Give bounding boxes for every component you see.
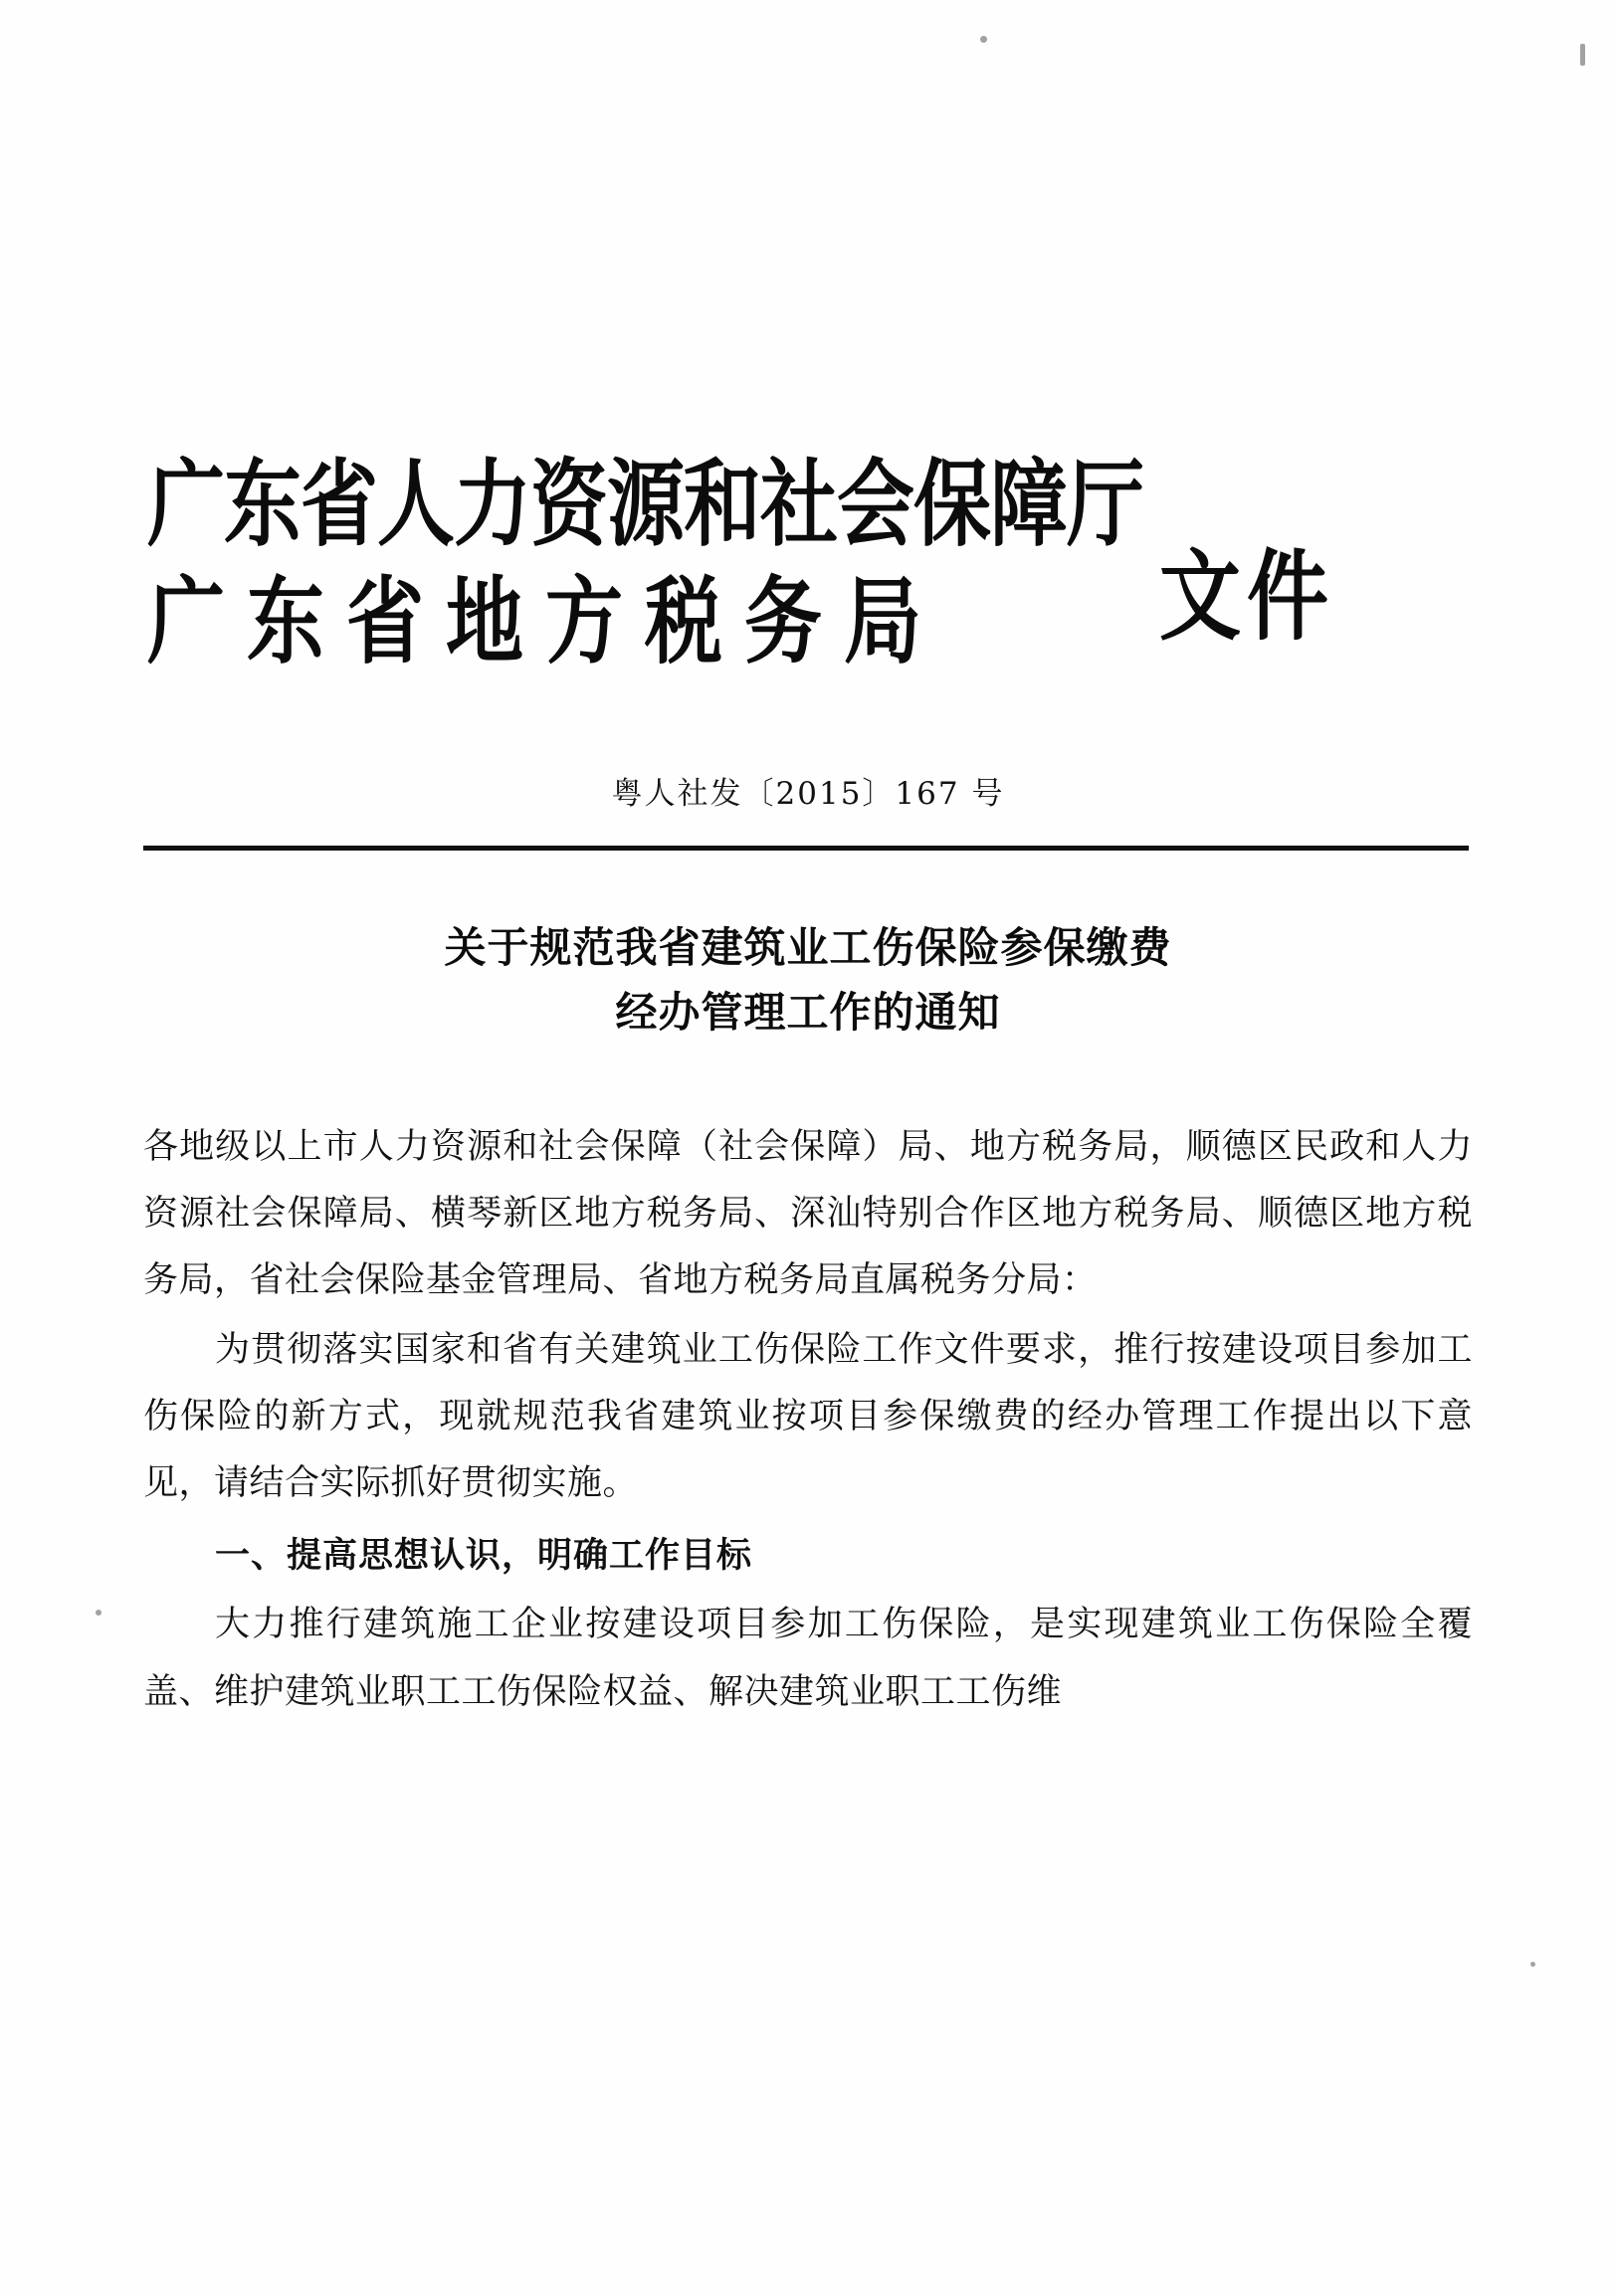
body-paragraph: 大力推行建筑施工企业按建设项目参加工伤保险，是实现建筑业工伤保险全覆盖、维护建筑业职工工伤保险权益、解决建筑业职工工伤维: [143, 1605, 1473, 1712]
document-title: [139, 915, 1477, 1045]
scan-speckle: [1580, 44, 1585, 66]
body-paragraph: 为贯彻落实国家和省有关建筑业工伤保险工作文件要求，推行按建设项目参加工伤保险的新方式，现就规范我省建筑业按项目参保缴费的经办管理工作提出以下意见，请结合实际抓好贯彻实施。: [143, 1329, 1473, 1503]
issuing-org-line-1: 广东省人力资源和社会保障厅: [147, 450, 1144, 560]
document-word-label: 文件: [1159, 540, 1335, 655]
document-sheet: [139, 60, 1477, 2238]
document-title-line-1: 关于规范我省建筑业工伤保险参保缴费: [444, 923, 1172, 972]
section-heading: 一、提高思想认识，明确工作目标: [215, 1536, 753, 1577]
document-number: 粤人社发〔2015〕167 号: [611, 776, 1005, 812]
issuing-org-line-2: 广东省地方税务局: [147, 567, 944, 677]
scan-speckle: [980, 36, 987, 43]
document-title-line-2: 经办管理工作的通知: [615, 988, 1001, 1038]
scan-speckle: [1530, 1962, 1535, 1967]
header-divider-rule: [143, 846, 1469, 851]
masthead: [139, 450, 1477, 686]
document-body: [143, 1114, 1473, 1728]
addressee-paragraph: 各地级以上市人力资源和社会保障（社会保障）局、地方税务局，顺德区民政和人力资源社会保障局、横琴新区地方税务局、深汕特别合作区地方税务局、顺德区地方税务局，省社会保险基金管理局、省地方税务局直属税务分局：: [143, 1127, 1473, 1301]
scan-speckle: [96, 1610, 101, 1616]
